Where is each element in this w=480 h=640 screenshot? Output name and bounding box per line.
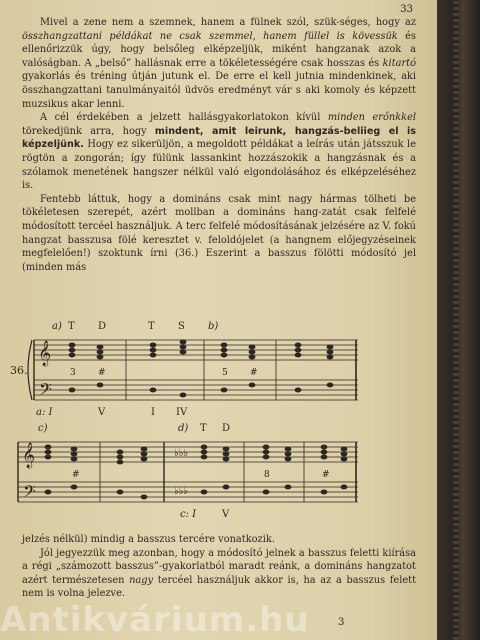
p4-part-0: jelzés nélkül) mindig a basszus tercére vonatkozik. [22,534,275,545]
roman-aI: a: I [36,407,53,418]
figure-5: 5 [222,368,228,378]
label-T2: T [148,321,155,332]
figure-sharp-4: # [322,470,330,480]
roman-cI: c: I [180,509,197,520]
svg-text:𝄞: 𝄞 [22,443,36,468]
example-number: 36. [10,364,28,377]
svg-text:♭♭♭: ♭♭♭ [174,486,189,497]
figure-sharp-1: # [98,368,106,378]
paragraph-4 [22,533,416,547]
paragraph-1 [22,16,416,111]
p1-part-2: és ellenőrizzük úgy, hogy belsőleg elképzeljük, miként hangzanak azok a valóságban. A „belső” hallásnak erre a tökéletességére csak hosszas és [22,30,416,69]
body-text-top [22,16,416,274]
paragraph-5 [22,547,416,601]
figure-3: 3 [70,368,76,378]
watermark-text: Antikvárium.hu [0,600,310,640]
label-d: d) [178,423,189,434]
p2-part-3: mindent, amit leirunk, hangzás-beliieg el is képzeljünk. [22,125,416,151]
p1-part-0: Mivel a zene nem a szemnek, hanem a fülnek szól, szük-séges, hogy az [40,17,416,28]
p2-part-2: törekedjünk arra, hogy [22,125,155,137]
paragraph-3 [22,193,416,275]
music-example-row-1 [8,318,363,418]
label-c: c) [38,423,48,434]
p1-part-1: összhangzattani példákat ne csak szemmel, hanem füllel is kövessük [22,30,398,42]
roman-IV: IV [176,407,188,418]
p5-part-0: Jól jegyezzük meg azonban, hogy a módosító jelnek a basszus feletti kiírása a régi „számozott basszus”-gyakorlatból maradt reánk, a domináns hangzatot azért természetesen [22,547,416,586]
p2-part-4: Hogy ez sikerüljön, a megoldott példákat a leírás után játsszuk le rögtön a zongorán; így fülünk lassankint hozzászokik a hangzásnak és a szólamok menetének hangszer nélkül való elgondolásához és elképzeléséhez is. [22,139,416,192]
page-number: 33 [400,4,413,15]
figure-8: 8 [264,470,270,480]
svg-text:𝄞: 𝄞 [38,341,52,366]
svg-text:𝄢: 𝄢 [39,379,52,403]
p2-part-0: A cél érdekében a jelzett hallásgyakorlatokon kívül [40,112,328,124]
label-T1: T [68,321,75,332]
p3-part-0: Fentebb láttuk, hogy a domináns csak mint nagy hármas tölheti be tökéletesen szerepét, azért mollban a domináns hang-zatát csak felfelé módosított tercéel használjuk. A terc felfelé módosításának jelzésére az V. fokú hangzat basszusa fölé keresztet v. feloldójelet (a hangnem előjegyzéseinek megfelelően!) szoktunk írni (36.) Eszerint a basszus fölötti módosító jel (minden más [22,193,416,273]
p1-part-4: gyakorlás és tréning útján jutunk el. De erre el kell jutnia mindenkinek, aki összhangzattani tanulmányaitól üdvös eredményt vár s aki komoly és képzett muzsikus akar lenni. [22,71,416,110]
book-spine [437,0,480,640]
figure-sharp-2: # [250,368,258,378]
footer-signature-number: 3 [338,617,345,628]
p5-part-1: nagy [129,574,154,586]
label-b: b) [208,321,219,332]
figure-sharp-3: # [72,470,80,480]
p1-part-3: kitartó [382,57,416,69]
body-text-bottom [22,533,416,601]
label-D2: D [222,423,231,434]
label-D1: D [98,321,107,332]
roman-I: I [151,407,155,418]
p5-part-2: tercéel használjuk akkor is, ha az a basszus felett nem is volna jelezve. [22,574,417,600]
svg-text:𝄢: 𝄢 [23,481,36,505]
music-example-row-2 [8,420,363,520]
paragraph-2 [22,111,416,193]
p2-part-1: minden erőnkkel [327,112,416,124]
svg-text:♭♭♭: ♭♭♭ [174,448,189,459]
roman-V: V [98,407,106,418]
label-T3: T [200,423,207,434]
label-S: S [178,321,185,332]
label-a: a) [52,321,62,332]
roman-V2: V [222,509,230,520]
